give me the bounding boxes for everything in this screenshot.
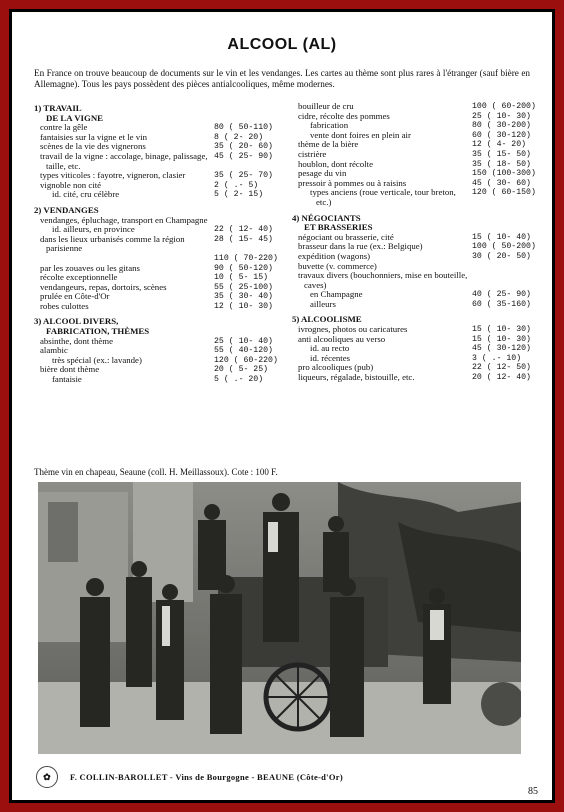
price-row-value: 5 ( .- 20) (214, 375, 264, 385)
section-subheading: ET BRASSERIES (304, 222, 373, 233)
price-row-value: 28 ( 15- 45) (214, 234, 273, 244)
section-heading (34, 104, 272, 123)
price-row-value: 12 ( 4- 20) (472, 140, 527, 150)
price-row-label: cistrière (298, 148, 327, 159)
price-row-value: 120 ( 60-150) (472, 188, 536, 198)
price-row (34, 152, 272, 171)
section-heading-text: 1) TRAVAIL (34, 103, 82, 113)
price-row (292, 373, 530, 383)
vintage-photo-art (38, 482, 521, 754)
price-row-value: 22 ( 12- 40) (214, 225, 273, 235)
right-column (292, 101, 536, 387)
section-heading-text: 2) VENDANGES (34, 204, 99, 215)
price-row (34, 302, 272, 312)
price-row-value: 60 ( 35-160) (472, 299, 531, 309)
price-row-label: cidre, récolte des pommes (298, 110, 390, 121)
left-column (34, 102, 278, 389)
intro-paragraph: En France on trouve beaucoup de documents sur le vin et les vendanges. Les cartes au thème sont plus rares à l'étranger (sauf bière en Allemagne). Tous les pays possèdent des pièces antialcooliques, même modernes. (34, 68, 530, 89)
price-row-label: types viticoles : fayotre, vigneron, clasier (40, 170, 186, 181)
section-subheading: FABRICATION, THÈMES (46, 326, 150, 337)
price-row-value: 30 ( 20- 50) (472, 251, 531, 261)
photo-caption-top: Thème vin en chapeau, Seaune (coll. H. Meillassoux). Cote : 100 F. (34, 467, 278, 477)
page-title: ALCOOL (AL) (227, 36, 337, 53)
price-row-value: 45 ( 30-120) (472, 344, 531, 354)
section-heading-text: 5) ALCOOLISME (292, 314, 362, 325)
page-number: 85 (528, 786, 538, 797)
price-row-label: robes culottes (40, 300, 89, 311)
section-spacer (34, 385, 272, 389)
price-row-label: bière dont thème (40, 364, 100, 375)
price-row-value: 8 ( 2- 20) (214, 132, 264, 142)
price-row-label: vignoble non cité (40, 179, 102, 190)
price-row-label: thème de la bière (298, 139, 359, 150)
section-heading-text: 3) ALCOOL DIVERS, (34, 316, 119, 327)
price-row (292, 187, 536, 207)
price-row-value: 55 ( 40-120) (214, 346, 273, 356)
price-row-label: pressoir à pommes ou à raisins (298, 177, 407, 188)
price-row-value: 60 ( 30-120) (472, 130, 531, 140)
price-row (34, 235, 272, 254)
price-row-value: 120 ( 60-220) (214, 355, 278, 365)
price-row-value: 35 ( 30- 40) (214, 292, 273, 302)
price-row-value: 45 ( 30- 60) (472, 178, 531, 188)
price-row-value: 5 ( 2- 15) (214, 190, 264, 200)
price-row-label: vendangeurs, repas, dortoirs, scènes (40, 281, 167, 292)
price-row-label: anti alcooliques au verso (298, 333, 386, 344)
section-spacer (292, 383, 530, 387)
price-row-label: ivrognes, photos ou caricatures (298, 324, 408, 335)
price-row-label: id. ailleurs, en province (52, 224, 135, 235)
price-row-value: 150 (100-300) (472, 169, 536, 179)
price-row-label: vente dont foires en plein air (310, 129, 411, 140)
price-row-value: 35 ( 20- 60) (214, 142, 273, 152)
price-row-label: liqueurs, régalade, bistouille, etc. (298, 372, 415, 383)
price-row-value: 35 ( 18- 50) (472, 159, 531, 169)
section-spacer (34, 311, 272, 315)
price-row-label: brasseur dans la rue (ex.: Belgique) (298, 241, 423, 252)
price-row-label: id. récentes (310, 352, 351, 363)
price-row-label: récolte exceptionnelle (40, 272, 118, 283)
photo-caption-bottom (36, 766, 526, 788)
price-row-label: expédition (wagons) (298, 250, 371, 261)
price-row-label: travail de la vigne : accolage, binage, palissage, taille, etc. (40, 150, 208, 171)
price-row-value: 55 ( 25-100) (214, 282, 273, 292)
price-row (292, 300, 530, 310)
price-row-label: pesage du vin (298, 168, 347, 179)
price-row-value: 80 ( 30-200) (472, 121, 531, 131)
price-row-value: 15 ( 10- 40) (472, 232, 531, 242)
price-row-label: types anciens (roue verticale, tour breton, etc.) (310, 187, 456, 207)
price-row-label: en Champagne (310, 289, 363, 300)
price-row-value: 110 ( 70-220) (214, 253, 278, 263)
photo-caption-text: F. COLLIN-BAROLLET - Vins de Bourgogne - BEAUNE (Côte-d'Or) (70, 772, 343, 782)
price-row-label: contre la gêle (40, 122, 88, 133)
price-row-value: 80 ( 50-110) (214, 123, 273, 133)
price-row-label: absinthe, dont thème (40, 335, 114, 346)
price-row-value: 22 ( 12- 50) (472, 363, 531, 373)
price-row-value: 20 ( 12- 40) (472, 373, 531, 383)
price-row (292, 140, 530, 150)
price-row-label: par les zouaves ou les gitans (40, 262, 140, 273)
vintage-photo (38, 482, 521, 754)
price-row-value: 12 ( 10- 30) (214, 301, 273, 311)
price-row (34, 190, 272, 200)
section-heading (34, 317, 272, 336)
price-row-label: fantaisies sur la vigne et le vin (40, 131, 147, 142)
section-spacer (34, 200, 272, 204)
price-row-label: très spécial (ex.: lavande) (52, 354, 142, 365)
price-row-label: alambic (40, 345, 68, 356)
price-row-label: bouilleur de cru (298, 101, 354, 111)
price-row-value: 25 ( 10- 30) (472, 111, 531, 121)
price-row-value: 15 ( 10- 30) (472, 325, 531, 335)
price-row-value: 20 ( 5- 25) (214, 365, 269, 375)
price-row-value: 15 ( 10- 30) (472, 334, 531, 344)
price-row-value: 10 ( 5- 15) (214, 273, 269, 283)
price-row-label: vendanges, épluchage, transport en Champagne (40, 214, 208, 225)
price-row-label: id. cité, cru célèbre (52, 189, 120, 200)
price-row-label: id. au recto (310, 343, 350, 354)
price-row (34, 375, 272, 385)
price-row-label: prulée en Côte-d'Or (40, 291, 110, 302)
price-row (34, 337, 272, 347)
price-row-value: 25 ( 10- 40) (214, 336, 273, 346)
price-row-label: dans les lieux urbanisés comme la région parisienne (40, 233, 185, 254)
section-heading-text: 4) NÉGOCIANTS (292, 212, 361, 223)
price-row-value: 3 ( .- 10) (472, 353, 522, 363)
price-row-value: 35 ( 25- 70) (214, 171, 273, 181)
price-row-value: 35 ( 15- 50) (472, 149, 531, 159)
price-row-value: 90 ( 50-120) (214, 263, 273, 273)
price-row-value: 2 ( .- 5) (214, 180, 259, 190)
price-row-label: houblon, dont récolte (298, 158, 374, 169)
price-row-label: ailleurs (310, 298, 336, 309)
price-row-value: 45 ( 25- 90) (214, 151, 273, 161)
section-heading (292, 214, 530, 233)
section-spacer (292, 208, 530, 212)
price-row-value: 40 ( 25- 90) (472, 290, 531, 300)
price-row-label: travaux divers (bouchonniers, mise en bouteille, caves) (298, 270, 468, 290)
section-spacer (292, 309, 530, 313)
price-row (292, 271, 530, 290)
price-row-value: 100 ( 60-200) (472, 102, 536, 111)
price-row-label: fabrication (310, 120, 349, 131)
price-row-value: 100 ( 50-200) (472, 242, 536, 252)
price-row-label: scènes de la vie des vignerons (40, 141, 146, 152)
catalog-page (12, 12, 552, 800)
price-row-label: pro alcooliques (pub) (298, 362, 374, 373)
publisher-seal-icon: ✿ (36, 766, 58, 788)
price-row-label: fantaisie (52, 374, 82, 385)
section-subheading: DE LA VIGNE (46, 112, 104, 123)
price-row-label: buvette (v. commerce) (298, 260, 377, 271)
price-row-label: négociant ou brasserie, cité (298, 231, 394, 242)
